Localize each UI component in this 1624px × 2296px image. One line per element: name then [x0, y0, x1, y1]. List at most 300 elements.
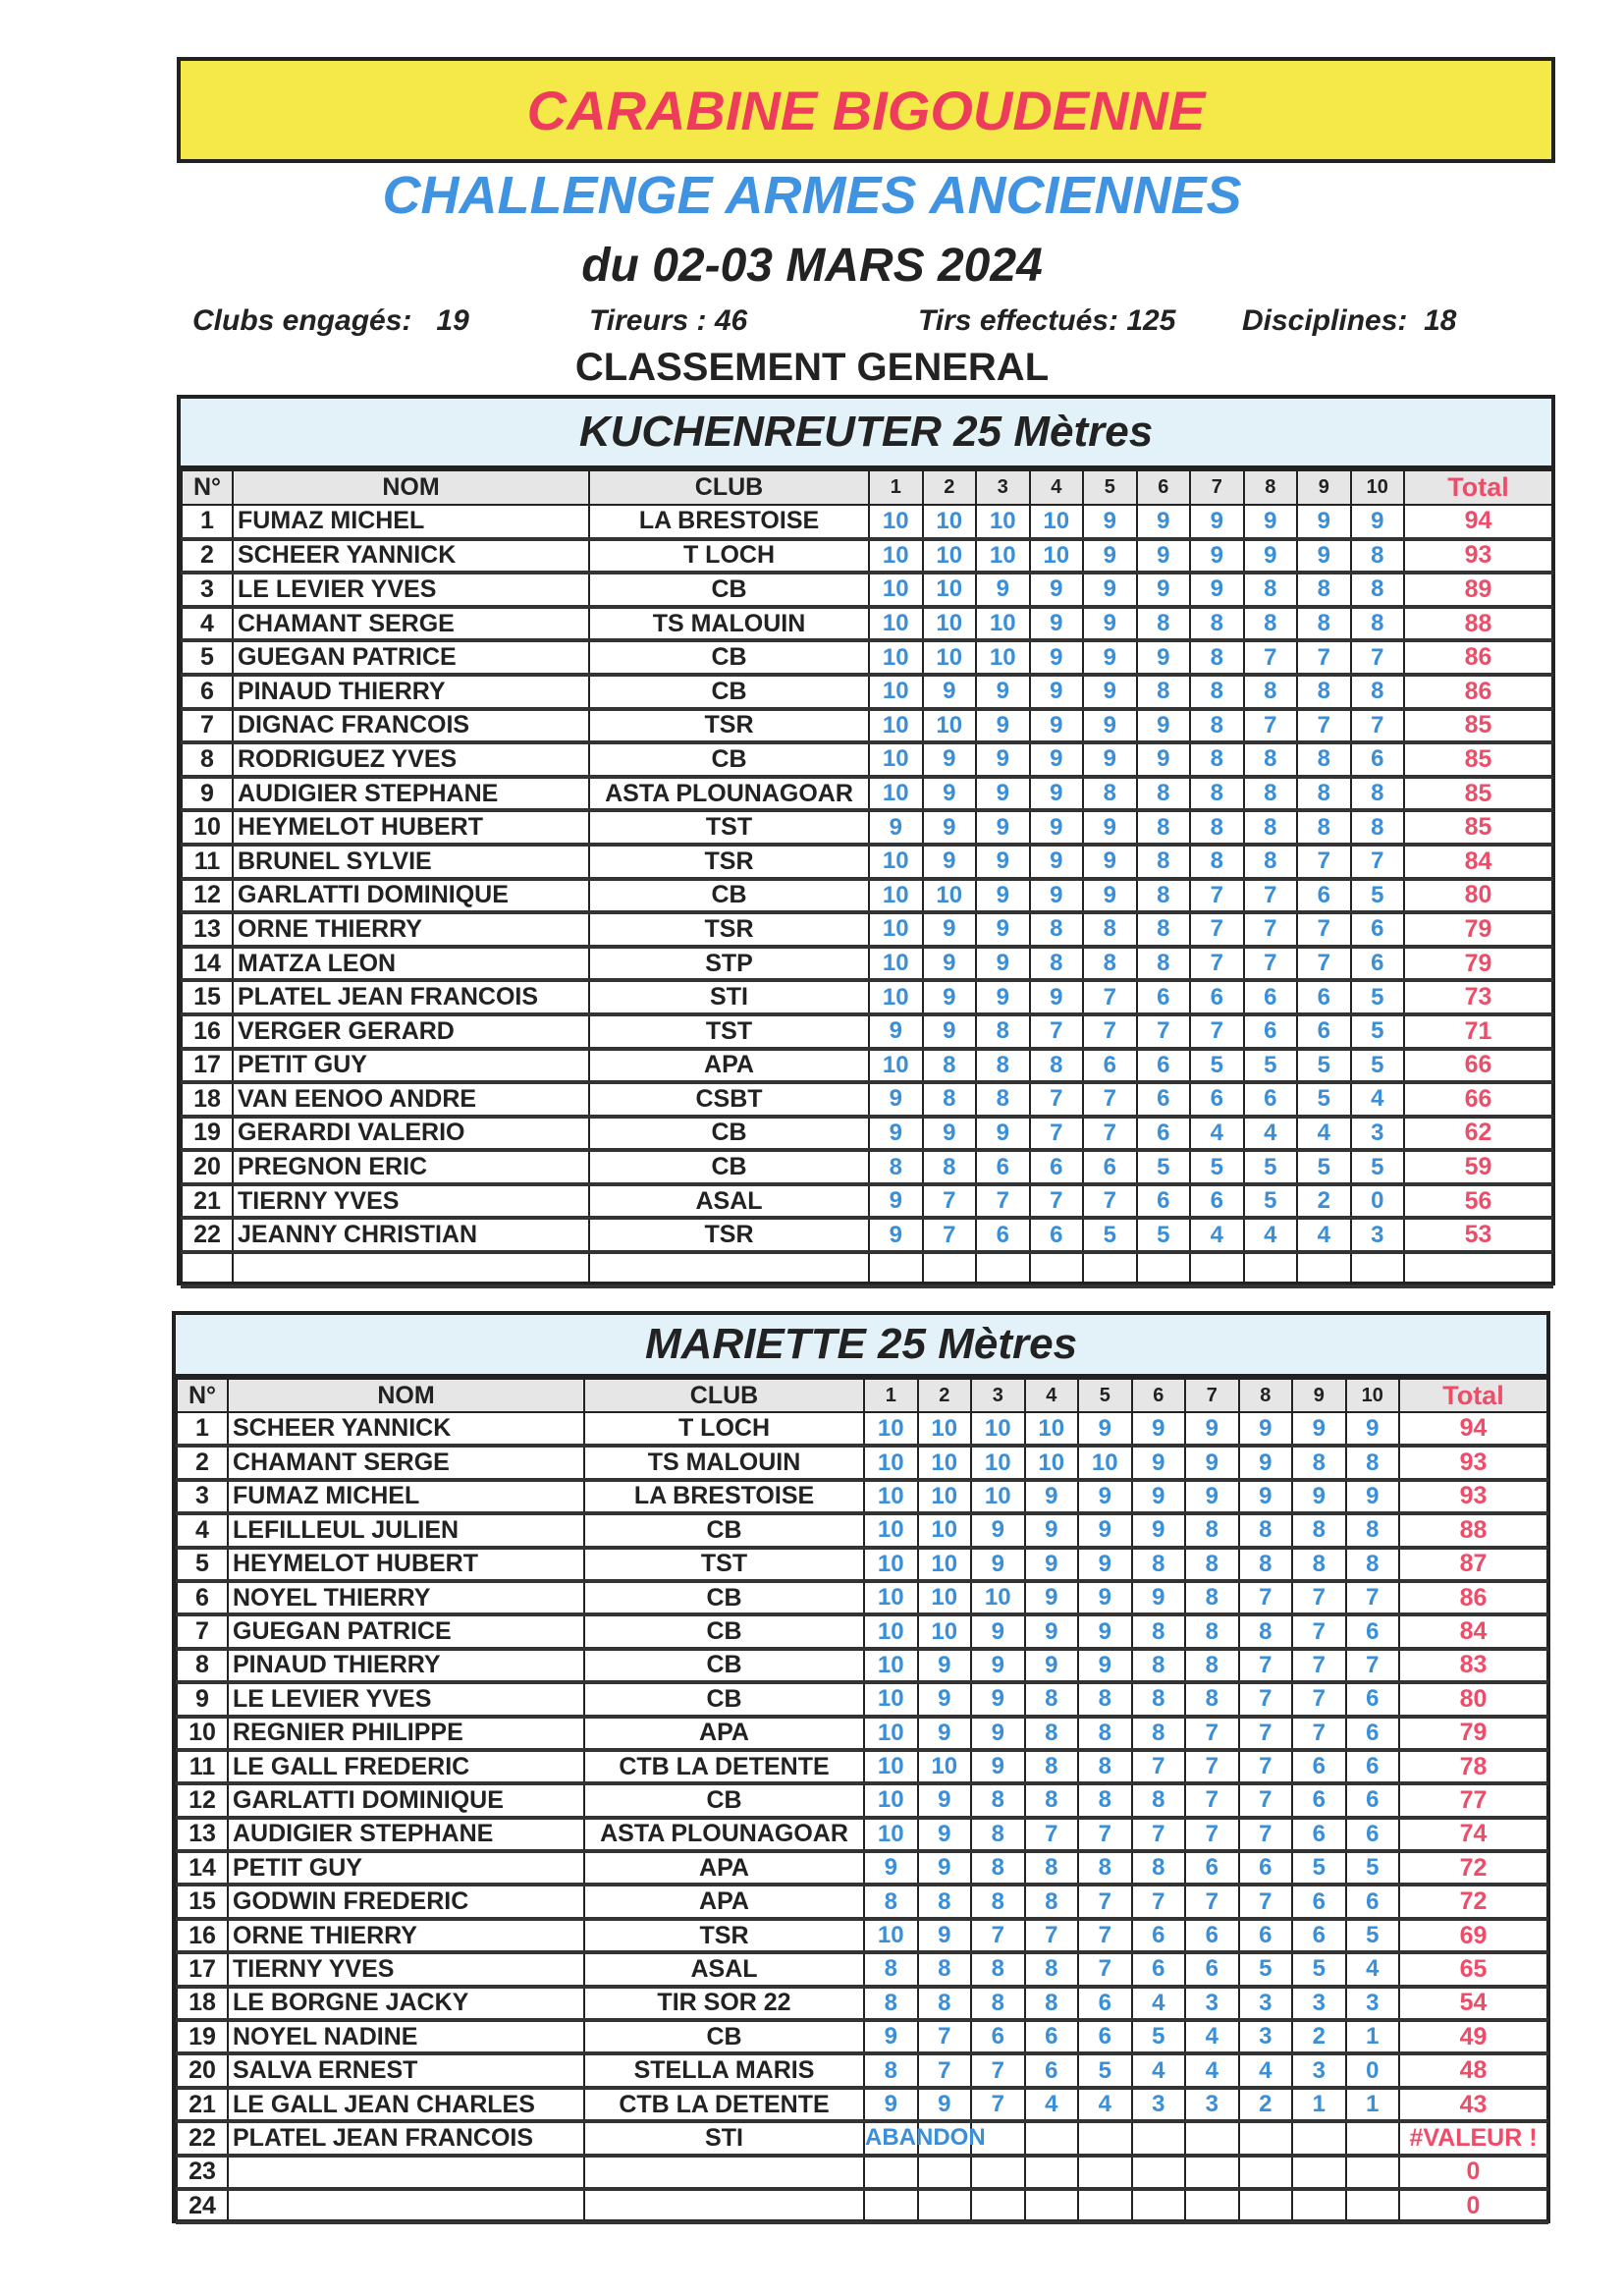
score-cell: 9 [976, 980, 1030, 1014]
score-cell: 7 [1132, 1885, 1186, 1918]
table-row [177, 1581, 1547, 1614]
score-cell: 5 [1244, 1150, 1298, 1184]
rank-cell: 2 [177, 1446, 228, 1479]
score-cell: 8 [1030, 1049, 1084, 1083]
score-cell: 8 [1239, 1513, 1293, 1547]
col-header-shot: 7 [1190, 470, 1244, 505]
score-cell: 6 [1346, 1750, 1400, 1783]
score-cell: 9 [923, 675, 977, 709]
score-cell: 6 [1083, 1150, 1137, 1184]
score-cell: 9 [976, 742, 1030, 777]
shooter-name-cell: CHAMANT SERGE [233, 607, 589, 641]
score-cell: 9 [1132, 1581, 1186, 1614]
score-cell: 5 [1132, 2020, 1186, 2053]
col-header-shot: 10 [1346, 1379, 1400, 1412]
score-cell: 9 [923, 777, 977, 811]
shooter-name-cell: CHAMANT SERGE [228, 1446, 584, 1479]
score-cell: 10 [869, 845, 923, 879]
total-cell [1404, 1252, 1552, 1286]
score-cell: 10 [864, 1682, 918, 1716]
score-cell: 6 [1351, 742, 1405, 777]
score-cell: 8 [864, 2053, 918, 2087]
score-cell: 9 [918, 1818, 972, 1851]
col-header-shot: 9 [1297, 470, 1351, 505]
score-cell: 9 [1078, 1548, 1132, 1581]
score-cell: 5 [1297, 1082, 1351, 1117]
score-cell: 9 [1239, 1480, 1293, 1513]
club-cell: CSBT [589, 1082, 869, 1117]
shooter-name-cell: LE GALL JEAN CHARLES [228, 2088, 584, 2121]
total-cell: 86 [1404, 675, 1552, 709]
score-cell: 8 [976, 1049, 1030, 1083]
score-cell: 10 [923, 607, 977, 641]
score-cell: 8 [1025, 1750, 1079, 1783]
total-cell: 94 [1399, 1412, 1547, 1446]
score-cell: 9 [1190, 573, 1244, 607]
score-cell [1292, 2189, 1346, 2222]
score-cell: 9 [1190, 505, 1244, 539]
score-cell: 6 [1297, 980, 1351, 1014]
rank-cell: 19 [182, 1117, 233, 1151]
score-cell: 4 [1297, 1117, 1351, 1151]
score-cell: 10 [864, 1614, 918, 1648]
club-cell: CB [584, 1581, 864, 1614]
table-row [177, 2189, 1547, 2222]
score-cell: 5 [1190, 1049, 1244, 1083]
score-cell: 7 [1239, 1581, 1293, 1614]
score-cell: 8 [1185, 1682, 1239, 1716]
total-cell: 59 [1404, 1150, 1552, 1184]
score-cell: 9 [869, 1014, 923, 1049]
score-cell: 6 [1185, 1952, 1239, 1986]
table-row [182, 539, 1552, 574]
score-cell: 7 [1078, 1885, 1132, 1918]
club-cell: CTB LA DETENTE [584, 1750, 864, 1783]
score-cell: 9 [864, 2020, 918, 2053]
score-cell: 4 [1025, 2088, 1079, 2121]
score-cell: 9 [1137, 505, 1191, 539]
score-cell: 7 [923, 1218, 977, 1252]
score-cell: 7 [1239, 1717, 1293, 1750]
score-cell: 9 [1030, 742, 1084, 777]
score-cell: 10 [864, 1548, 918, 1581]
score-cell: 8 [918, 1952, 972, 1986]
score-cell: 8 [869, 1150, 923, 1184]
shooter-name-cell: LEFILLEUL JULIEN [228, 1513, 584, 1547]
rank-cell: 8 [177, 1649, 228, 1682]
score-cell: 6 [1190, 1082, 1244, 1117]
total-cell: 93 [1399, 1480, 1547, 1513]
score-cell: 4 [1239, 2053, 1293, 2087]
score-cell: 9 [869, 1218, 923, 1252]
score-cell: 5 [1351, 1049, 1405, 1083]
col-header-club: CLUB [584, 1379, 864, 1412]
score-cell: 9 [923, 1014, 977, 1049]
score-cell: 5 [1137, 1150, 1191, 1184]
score-cell: 6 [1297, 1014, 1351, 1049]
score-cell: 9 [971, 1682, 1025, 1716]
score-cell: 7 [1185, 1717, 1239, 1750]
score-cell: 8 [1025, 1851, 1079, 1885]
score-cell: 9 [918, 1783, 972, 1817]
score-cell: 8 [1244, 742, 1298, 777]
score-cell: 7 [1132, 1750, 1186, 1783]
club-cell: APA [584, 1851, 864, 1885]
score-cell: 8 [1083, 947, 1137, 981]
total-cell: 48 [1399, 2053, 1547, 2087]
rank-cell: 16 [182, 1014, 233, 1049]
shooter-name-cell: FUMAZ MICHEL [228, 1480, 584, 1513]
club-cell: ASTA PLOUNAGOAR [589, 777, 869, 811]
score-cell: 3 [1185, 1987, 1239, 2020]
total-cell: 65 [1399, 1952, 1547, 1986]
rank-cell: 15 [177, 1885, 228, 1918]
score-cell: 9 [918, 1682, 972, 1716]
club-cell: APA [584, 1717, 864, 1750]
table-row [177, 1851, 1547, 1885]
score-cell: 9 [1297, 539, 1351, 574]
score-cell: 10 [864, 1513, 918, 1547]
score-cell: 7 [1185, 1818, 1239, 1851]
score-cell: 2 [1297, 1184, 1351, 1219]
score-cell: 9 [1137, 573, 1191, 607]
score-cell: 9 [1083, 675, 1137, 709]
score-cell: 7 [1190, 912, 1244, 947]
score-cell: 9 [1239, 1412, 1293, 1446]
club-cell: STP [589, 947, 869, 981]
score-table [176, 1378, 1548, 2224]
score-cell: 6 [976, 1218, 1030, 1252]
score-cell: 9 [1244, 539, 1298, 574]
score-cell: 8 [1078, 1750, 1132, 1783]
score-cell: 8 [1025, 1885, 1079, 1918]
stat-disciplines: Disciplines: 18 [1242, 304, 1457, 337]
score-cell: 10 [923, 573, 977, 607]
score-cell: 10 [918, 1548, 972, 1581]
score-cell: 6 [1030, 1150, 1084, 1184]
total-cell: 80 [1404, 879, 1552, 913]
score-cell: 9 [1083, 709, 1137, 743]
total-cell: 86 [1399, 1581, 1547, 1614]
rank-cell: 24 [177, 2189, 228, 2222]
club-cell: T LOCH [589, 539, 869, 574]
score-cell [1025, 2121, 1079, 2155]
club-cell: CB [584, 2020, 864, 2053]
score-cell: 6 [1297, 879, 1351, 913]
score-cell: 9 [971, 1649, 1025, 1682]
score-cell: 10 [869, 539, 923, 574]
score-cell: 7 [1083, 1117, 1137, 1151]
club-cell: CB [589, 573, 869, 607]
score-cell: 6 [1030, 1218, 1084, 1252]
shooter-name-cell: SCHEER YANNICK [228, 1412, 584, 1446]
table-title: KUCHENREUTER 25 Mètres [181, 399, 1551, 469]
col-header-shot: 7 [1185, 1379, 1239, 1412]
score-cell: 8 [1351, 607, 1405, 641]
score-cell: 7 [1239, 1750, 1293, 1783]
score-cell: 9 [1078, 1649, 1132, 1682]
score-cell: 6 [1137, 1117, 1191, 1151]
score-cell: 7 [1190, 879, 1244, 913]
score-cell: 9 [869, 1082, 923, 1117]
shooter-name-cell: PREGNON ERIC [233, 1150, 589, 1184]
score-cell: 9 [1025, 1548, 1079, 1581]
score-cell: 10 [869, 947, 923, 981]
score-cell: 10 [976, 607, 1030, 641]
results-table-kuchenreuter [177, 395, 1555, 1285]
score-cell [918, 2189, 972, 2222]
score-cell: 9 [1346, 1480, 1400, 1513]
club-cell: CB [589, 742, 869, 777]
score-cell: 9 [1030, 777, 1084, 811]
score-cell: 8 [1190, 709, 1244, 743]
shooter-name-cell: AUDIGIER STEPHANE [228, 1818, 584, 1851]
score-cell: 6 [1346, 1818, 1400, 1851]
score-cell: 9 [918, 2088, 972, 2121]
score-cell: 9 [976, 709, 1030, 743]
total-cell: 62 [1404, 1117, 1552, 1151]
score-cell: 7 [1244, 912, 1298, 947]
score-cell: 9 [1137, 539, 1191, 574]
score-cell: 7 [1030, 1082, 1084, 1117]
score-cell: 10 [976, 640, 1030, 675]
table-row [177, 1987, 1547, 2020]
table-row [182, 1218, 1552, 1252]
score-cell: 6 [1292, 1783, 1346, 1817]
score-cell: 10 [869, 607, 923, 641]
score-cell: 9 [1083, 573, 1137, 607]
score-cell [971, 2156, 1025, 2189]
score-cell: 8 [1185, 1513, 1239, 1547]
score-cell: 10 [864, 1717, 918, 1750]
score-cell [1346, 2121, 1400, 2155]
score-cell: 4 [1185, 2020, 1239, 2053]
score-cell: 10 [864, 1412, 918, 1446]
score-cell: 9 [1025, 1649, 1079, 1682]
score-cell: 7 [971, 1919, 1025, 1952]
score-cell: 8 [1239, 1548, 1293, 1581]
score-cell: 8 [1244, 675, 1298, 709]
shooter-name-cell: HEYMELOT HUBERT [228, 1548, 584, 1581]
score-cell: 8 [1137, 777, 1191, 811]
club-cell: CB [589, 1117, 869, 1151]
table-row [182, 573, 1552, 607]
table-row [182, 810, 1552, 845]
rank-cell: 15 [182, 980, 233, 1014]
score-cell: 9 [971, 1717, 1025, 1750]
col-header-shot: 6 [1132, 1379, 1186, 1412]
score-cell: 9 [971, 1750, 1025, 1783]
col-header-shot: 2 [918, 1379, 972, 1412]
score-cell: 8 [1025, 1783, 1079, 1817]
score-cell: 6 [1244, 1014, 1298, 1049]
score-cell: 4 [1244, 1218, 1298, 1252]
score-cell: 9 [1025, 1581, 1079, 1614]
col-header-total: Total [1399, 1379, 1547, 1412]
score-cell: 6 [1346, 1783, 1400, 1817]
table-row [182, 879, 1552, 913]
total-cell: 66 [1404, 1082, 1552, 1117]
score-cell: 10 [971, 1581, 1025, 1614]
score-cell: 4 [1297, 1218, 1351, 1252]
score-cell [864, 2189, 918, 2222]
total-cell: 43 [1399, 2088, 1547, 2121]
score-cell: 5 [1292, 1952, 1346, 1986]
score-cell: 9 [976, 810, 1030, 845]
score-cell: 3 [1132, 2088, 1186, 2121]
score-cell: 9 [869, 810, 923, 845]
shooter-name-cell: JEANNY CHRISTIAN [233, 1218, 589, 1252]
event-dates: du 02-03 MARS 2024 [581, 240, 1043, 292]
score-cell: 7 [918, 2020, 972, 2053]
score-cell: 9 [1030, 980, 1084, 1014]
score-cell: 7 [1083, 1014, 1137, 1049]
total-cell: 85 [1404, 810, 1552, 845]
shooter-name-cell: PLATEL JEAN FRANCOIS [233, 980, 589, 1014]
score-cell: 8 [923, 1049, 977, 1083]
score-cell [1346, 2189, 1400, 2222]
score-cell: 4 [1190, 1117, 1244, 1151]
table-row [177, 1480, 1547, 1513]
rank-cell: 4 [182, 607, 233, 641]
score-cell: 8 [1083, 912, 1137, 947]
score-cell: 9 [869, 1117, 923, 1151]
shooter-name-cell [233, 1252, 589, 1286]
score-cell: 8 [1185, 1614, 1239, 1648]
score-cell: 10 [918, 1446, 972, 1479]
stat-tirs: Tirs effectués: 125 [918, 304, 1176, 337]
total-cell: 79 [1404, 947, 1552, 981]
score-cell: 8 [918, 1885, 972, 1918]
rank-cell: 10 [182, 810, 233, 845]
score-cell: 8 [1351, 573, 1405, 607]
score-cell [1185, 2121, 1239, 2155]
title-banner [177, 57, 1555, 163]
total-cell: 74 [1399, 1818, 1547, 1851]
score-cell: 10 [923, 879, 977, 913]
score-cell: 9 [1078, 1480, 1132, 1513]
score-cell: 9 [923, 947, 977, 981]
score-cell: 7 [1030, 1014, 1084, 1049]
total-cell: 79 [1399, 1717, 1547, 1750]
score-cell: 7 [1239, 1649, 1293, 1682]
table-row [177, 1818, 1547, 1851]
score-cell: 9 [1078, 1513, 1132, 1547]
score-cell: 9 [976, 573, 1030, 607]
score-cell: 9 [1083, 742, 1137, 777]
score-cell: 8 [1244, 573, 1298, 607]
score-table [181, 469, 1553, 1288]
table-row [177, 2156, 1547, 2189]
score-cell: 5 [1078, 2053, 1132, 2087]
col-header-shot: 4 [1030, 470, 1084, 505]
total-cell: 73 [1404, 980, 1552, 1014]
shooter-name-cell: ORNE THIERRY [233, 912, 589, 947]
table-row [182, 947, 1552, 981]
club-cell: TS MALOUIN [589, 607, 869, 641]
score-cell: 7 [1292, 1717, 1346, 1750]
col-header-shot: 5 [1078, 1379, 1132, 1412]
score-cell: 9 [1292, 1480, 1346, 1513]
club-cell: CB [584, 1649, 864, 1682]
score-cell: 7 [1083, 1082, 1137, 1117]
col-header-club: CLUB [589, 470, 869, 505]
table-row [182, 980, 1552, 1014]
score-cell: 10 [1030, 505, 1084, 539]
score-cell: 7 [971, 2088, 1025, 2121]
club-cell: TSR [589, 1218, 869, 1252]
score-cell: 10 [918, 1412, 972, 1446]
shooter-name-cell: GERARDI VALERIO [233, 1117, 589, 1151]
table-row [177, 1885, 1547, 1918]
shooter-name-cell: PETIT GUY [233, 1049, 589, 1083]
score-cell: 9 [1083, 879, 1137, 913]
rank-cell: 2 [182, 539, 233, 574]
score-cell: 9 [1025, 1614, 1079, 1648]
score-cell: 10 [864, 1649, 918, 1682]
score-cell: 7 [1030, 1117, 1084, 1151]
score-cell: 6 [1078, 2020, 1132, 2053]
score-cell: 8 [1137, 607, 1191, 641]
score-cell: 7 [1025, 1818, 1079, 1851]
score-cell: 8 [971, 1783, 1025, 1817]
club-cell: ASTA PLOUNAGOAR [584, 1818, 864, 1851]
results-table-mariette [172, 1311, 1550, 2223]
score-cell: 9 [1030, 675, 1084, 709]
rank-cell [182, 1252, 233, 1286]
score-cell: 9 [923, 845, 977, 879]
score-cell: 9 [1078, 1614, 1132, 1648]
col-header-shot: 2 [923, 470, 977, 505]
table-row [182, 1082, 1552, 1117]
rank-cell: 1 [182, 505, 233, 539]
club-cell: CB [584, 1513, 864, 1547]
total-cell: 53 [1404, 1218, 1552, 1252]
rank-cell: 4 [177, 1513, 228, 1547]
score-cell: 7 [1137, 1014, 1191, 1049]
score-cell: 8 [1346, 1548, 1400, 1581]
col-header-nom: NOM [228, 1379, 584, 1412]
score-cell: 10 [1078, 1446, 1132, 1479]
table-row [177, 1412, 1547, 1446]
score-cell [1078, 2156, 1132, 2189]
score-cell: 8 [1190, 640, 1244, 675]
shooter-name-cell: SCHEER YANNICK [233, 539, 589, 574]
score-cell: 7 [1292, 1649, 1346, 1682]
score-cell: 9 [1190, 539, 1244, 574]
score-cell: 9 [923, 980, 977, 1014]
score-cell: 8 [1297, 742, 1351, 777]
club-cell: TSR [589, 912, 869, 947]
score-cell: 8 [1185, 1548, 1239, 1581]
score-cell: 6 [1083, 1049, 1137, 1083]
score-cell: 9 [1083, 640, 1137, 675]
shooter-name-cell: PINAUD THIERRY [228, 1649, 584, 1682]
total-cell: 85 [1404, 777, 1552, 811]
club-cell: TIR SOR 22 [584, 1987, 864, 2020]
table-row [182, 1014, 1552, 1049]
score-cell: 5 [1346, 1851, 1400, 1885]
score-cell: 8 [1190, 742, 1244, 777]
score-cell: 4 [1346, 1952, 1400, 1986]
shooter-name-cell: LE LEVIER YVES [233, 573, 589, 607]
score-cell: 4 [1244, 1117, 1298, 1151]
club-cell: CB [584, 1682, 864, 1716]
score-cell: 10 [869, 980, 923, 1014]
shooter-name-cell: RODRIGUEZ YVES [233, 742, 589, 777]
score-cell: 10 [869, 1049, 923, 1083]
score-cell: 10 [869, 573, 923, 607]
